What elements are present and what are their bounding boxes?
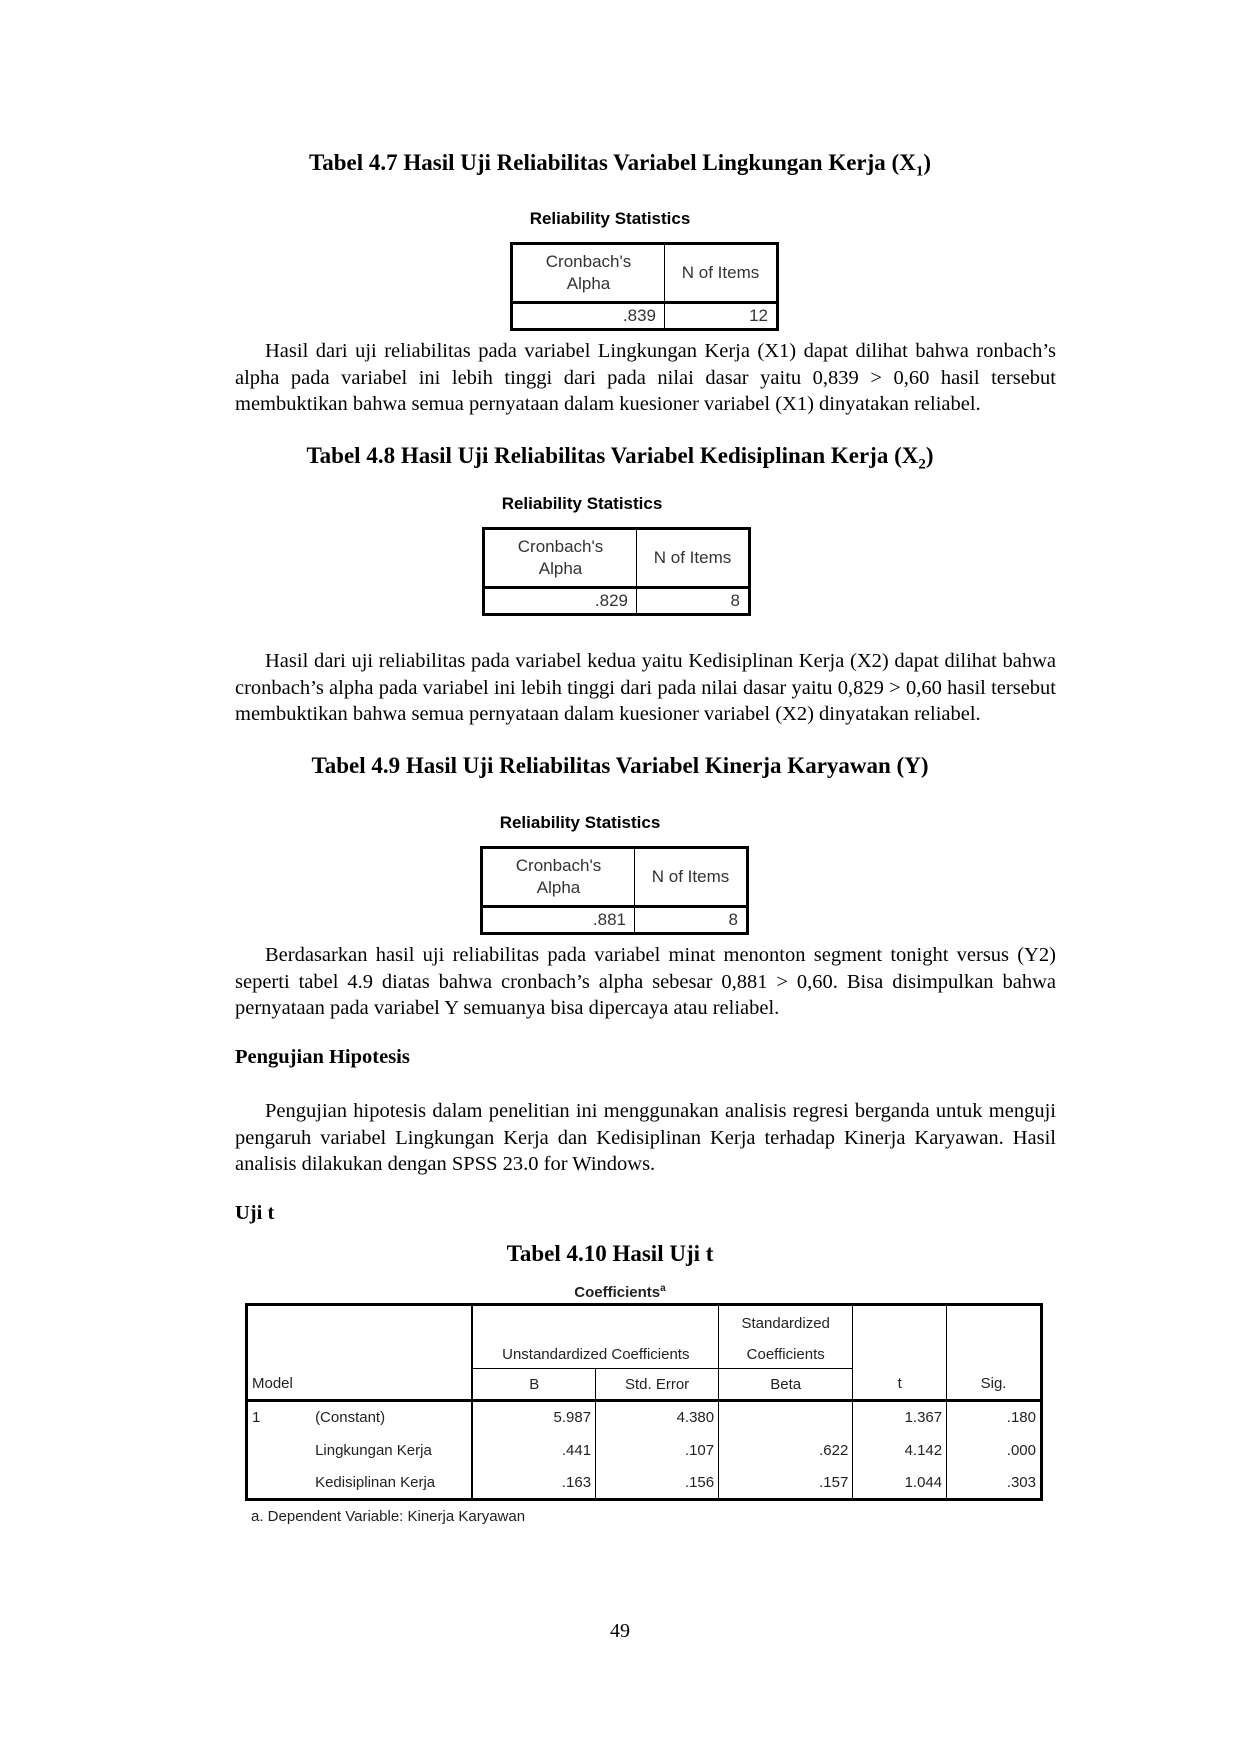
hdr-b: B: [472, 1369, 595, 1401]
table-footnote: a. Dependent Variable: Kinerja Karyawan: [251, 1508, 526, 1525]
table-4-10-caption: Tabel 4.10 Hasil Uji t: [506, 1241, 714, 1266]
hdr-standardized: Standardized: [719, 1305, 853, 1341]
heading-t-test: Uji t: [235, 1202, 275, 1224]
reliability-table-y: [480, 846, 749, 935]
table-4-8-caption: Tabel 4.8 Hasil Uji Reliabilitas Variabel Kedisiplinan Kerja $(X_2)$: [306, 443, 934, 473]
n-items-value: 12: [665, 303, 778, 330]
alpha-value: .839: [512, 303, 665, 330]
reliability-stats-title-3: Reliability Statistics: [499, 813, 661, 832]
paragraph-y-result: Berdasarkan hasil uji reliabilitas pada variabel minat menonton segment tonight versus (Y2) seperti tabel 4.9 diatas bahwa cronbach’s alpha sebesar 0,881 > 0,60. Bisa disimpulkan bahwa pernyataan pada variabel Y semuanya bisa dipercaya atau reliabel.: [235, 944, 1056, 1019]
page-number: 49: [610, 1620, 630, 1642]
reliability-stats-title-2: Reliability Statistics: [501, 494, 663, 513]
alpha-value: .829: [484, 588, 637, 615]
n-items-value: 8: [635, 907, 748, 934]
table-row: Lingkungan Kerja .441 .107 .622 4.142 .000: [247, 1434, 1042, 1467]
hdr-sig: Sig.: [947, 1369, 1042, 1401]
hdr-model: Model: [247, 1369, 473, 1401]
hdr-beta: Beta: [719, 1369, 853, 1401]
hdr-coefficients: Coefficients: [719, 1341, 853, 1369]
paragraph-hypothesis: Pengujian hipotesis dalam penelitian ini menggunakan analisis regresi berganda untuk menguji pengaruh variabel Lingkungan Kerja dan Kedisiplinan Kerja terhadap Kinerja Karyawan. Hasil analisis dilakukan dengan SPSS 23.0 for Windows.: [235, 1100, 1056, 1175]
coefficients-title: Coefficients$^a$: [574, 1283, 666, 1301]
col-cronbach-alpha: Cronbach's Alpha: [482, 848, 635, 907]
paragraph-x1-result: Hasil dari uji reliabilitas pada variabel Lingkungan Kerja (X1) dapat dilihat bahwa ronbach’s alpha pada variabel ini lebih tinggi dari pada nilai dasar yaitu 0,839 > 0,60 hasil tersebut membuktikan bahwa semua pernyataan dalam kuesioner variabel (X1) dinyatakan reliabel.: [235, 340, 1056, 415]
alpha-value: .881: [482, 907, 635, 934]
hdr-unstandardized: Unstandardized Coefficients: [472, 1341, 718, 1369]
table-4-9-caption: Tabel 4.9 Hasil Uji Reliabilitas Variabel Kinerja Karyawan (Y): [311, 753, 929, 778]
col-n-items: N of Items: [665, 244, 778, 303]
paragraph-x2-result: Hasil dari uji reliabilitas pada variabel kedua yaitu Kedisiplinan Kerja (X2) dapat dilihat bahwa cronbach’s alpha pada variabel ini lebih tinggi dari pada nilai dasar yaitu 0,829 > 0,60 hasil tersebut membuktikan bahwa semua pernyataan dalam kuesioner variabel (X2) dinyatakan reliabel.: [235, 650, 1056, 725]
hdr-t: t: [853, 1369, 947, 1401]
table-row: Kedisiplinan Kerja .163 .156 .157 1.044 .303: [247, 1467, 1042, 1500]
table-4-7-caption: Tabel 4.7 Hasil Uji Reliabilitas Variabel Lingkungan Kerja $(X_1)$: [309, 150, 931, 180]
n-items-value: 8: [637, 588, 750, 615]
table-row: 1 (Constant) 5.987 4.380 1.367 .180: [247, 1401, 1042, 1434]
col-n-items: N of Items: [637, 529, 750, 588]
col-cronbach-alpha: Cronbach's Alpha: [484, 529, 637, 588]
col-cronbach-alpha: Cronbach's Alpha: [512, 244, 665, 303]
reliability-table-x2: [482, 527, 751, 616]
hdr-std-error: Std. Error: [596, 1369, 719, 1401]
col-n-items: N of Items: [635, 848, 748, 907]
heading-hypothesis: Pengujian Hipotesis: [235, 1046, 410, 1068]
reliability-stats-title-1: Reliability Statistics: [529, 209, 691, 228]
reliability-table-x1: [510, 242, 779, 331]
coefficients-table: [245, 1303, 1043, 1501]
